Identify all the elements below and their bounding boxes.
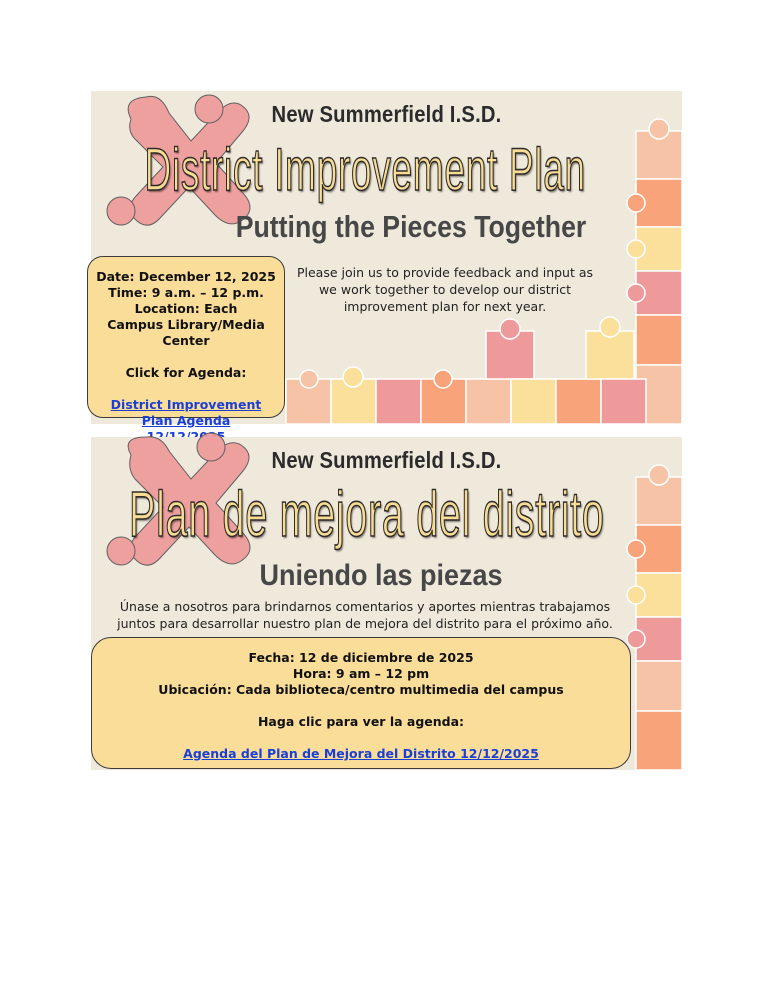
agenda-link[interactable]: District Improvement Plan Agenda <box>110 397 262 428</box>
agenda-link[interactable]: Agenda del Plan de Mejora del Distrito 12/12/2025 <box>183 746 539 761</box>
plan-subtitle: Putting the Pieces Together <box>235 209 587 244</box>
invite-text: Únase a nosotros para brindarnos comentarios y aportes mientras trabajamos juntos para desarrollar nuestro plan de mejora del distrito para el próximo año. <box>117 599 613 631</box>
event-info-box <box>91 637 631 769</box>
agenda-prompt: Click for Agenda: <box>125 365 247 380</box>
event-location: Location: Each Campus Library/Media Center <box>107 301 265 348</box>
spanish-flyer <box>91 437 682 770</box>
event-date: Fecha: 12 de diciembre de 2025 <box>248 650 474 665</box>
agenda-prompt: Haga clic para ver la agenda: <box>257 714 465 729</box>
plan-title: Plan de mejora del distrito <box>129 478 605 550</box>
bottom-puzzle-row <box>286 317 646 424</box>
invite-text: Please join us to provide feedback and input as we work together to develop our district improvement plan for next year. <box>296 265 594 314</box>
event-time: Time: 9 a.m. – 12 p.m. <box>108 285 264 300</box>
district-name: New Summerfield I.S.D. <box>271 101 502 127</box>
event-time: Hora: 9 am – 12 pm <box>292 666 430 681</box>
event-location: Ubicación: Cada biblioteca/centro multimedia del campus <box>158 682 564 697</box>
right-puzzle-column <box>627 465 682 770</box>
event-date: Date: December 12, 2025 <box>96 269 276 284</box>
plan-subtitle: Uniendo las piezas <box>259 559 503 592</box>
english-flyer <box>91 91 682 428</box>
plan-title: District Improvement Plan <box>144 136 586 203</box>
event-info-box <box>87 256 285 428</box>
district-name: New Summerfield I.S.D. <box>271 447 502 473</box>
